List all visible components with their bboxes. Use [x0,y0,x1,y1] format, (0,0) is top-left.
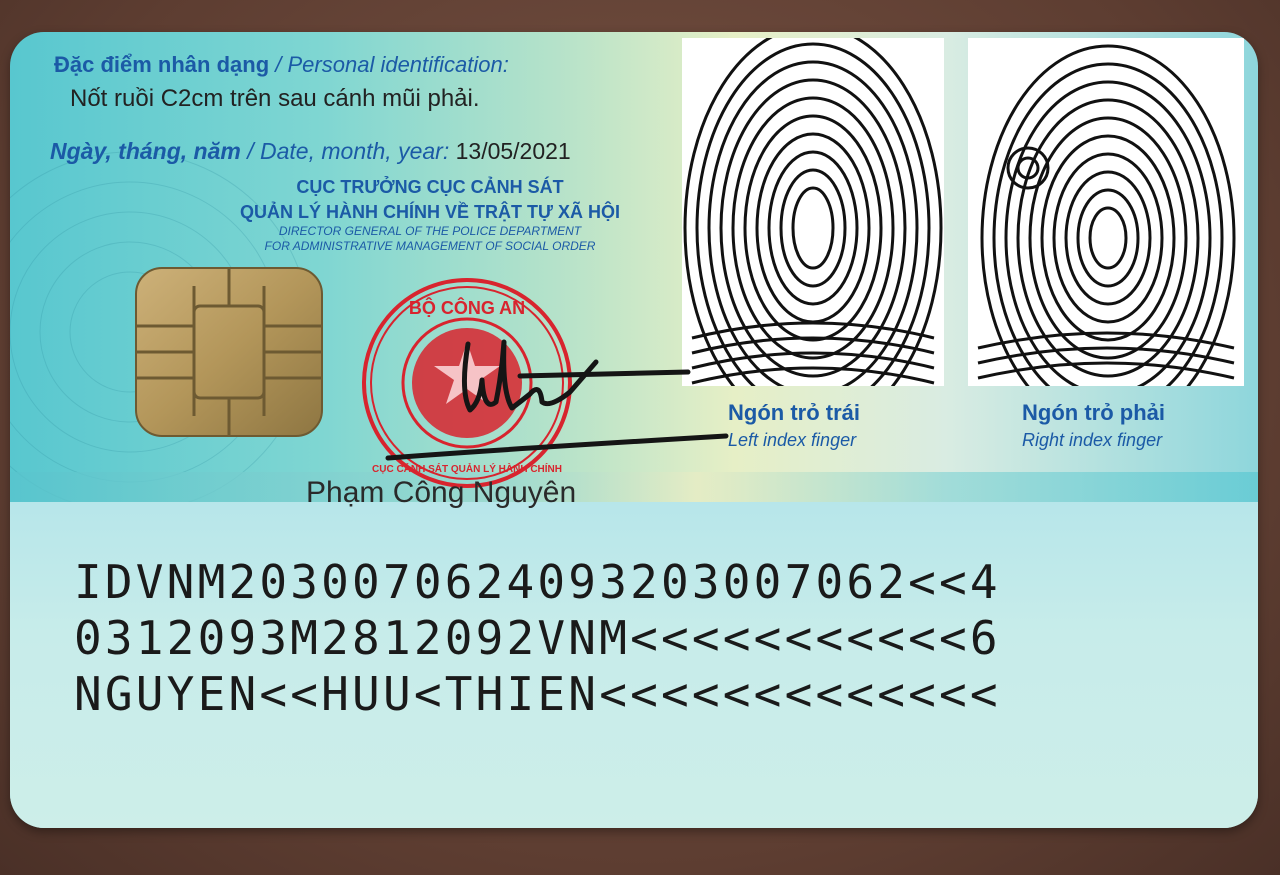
identification-label [54,52,509,78]
right-fingerprint-panel [968,38,1244,386]
date-separator: / [240,138,261,164]
right-finger-label-en: Right index finger [1022,430,1163,450]
authority-vi-line1: CỤC TRƯỞNG CỤC CẢNH SÁT [296,177,564,197]
signer-name: Phạm Công Nguyên [306,476,577,509]
identification-label-vi: Đặc điểm nhân dạng [54,52,270,77]
machine-readable-zone [74,554,1001,722]
seal-text-top: BỘ CÔNG AN [408,298,526,318]
authority-en-line1: DIRECTOR GENERAL OF THE POLICE DEPARTMENT [278,224,582,238]
left-finger-label-en: Left index finger [728,430,857,450]
authority-en-line2: FOR ADMINISTRATIVE MANAGEMENT OF SOCIAL ORDER [264,239,596,253]
signature-graphic [370,332,730,472]
authority-vi-line2: QUẢN LÝ HÀNH CHÍNH VỀ TRẬT TỰ XÃ HỘI [240,202,620,222]
date-label-en: Date, month, year: [260,138,450,164]
identification-label-en: Personal identification: [287,52,509,77]
date-value: 13/05/2021 [455,138,571,164]
id-card-back [10,32,1258,828]
date-label-vi: Ngày, tháng, năm [50,138,241,164]
mrz-line-1: IDVNM2030070624093203007062<<4 [74,555,1001,609]
identification-separator: / [269,52,288,77]
identification-value: Nốt ruồi C2cm trên sau cánh mũi phải. [70,85,480,112]
mrz-line-2: 0312093M2812092VNM<<<<<<<<<<<6 [74,611,1001,665]
right-fingerprint-icon [968,38,1244,386]
right-finger-label-vi: Ngón trỏ phải [1022,400,1165,425]
seal-text-bottom: CỤC CẢNH SÁT QUẢN LÝ HÀNH CHÍNH [372,464,562,475]
left-finger-caption [728,400,860,451]
issuing-authority [180,174,680,254]
left-finger-label-vi: Ngón trỏ trái [728,400,860,425]
date-label [50,138,571,165]
mrz-line-3: NGUYEN<<HUU<THIEN<<<<<<<<<<<<< [74,667,1001,721]
smart-chip-icon [134,266,324,438]
right-finger-caption [1022,400,1165,451]
